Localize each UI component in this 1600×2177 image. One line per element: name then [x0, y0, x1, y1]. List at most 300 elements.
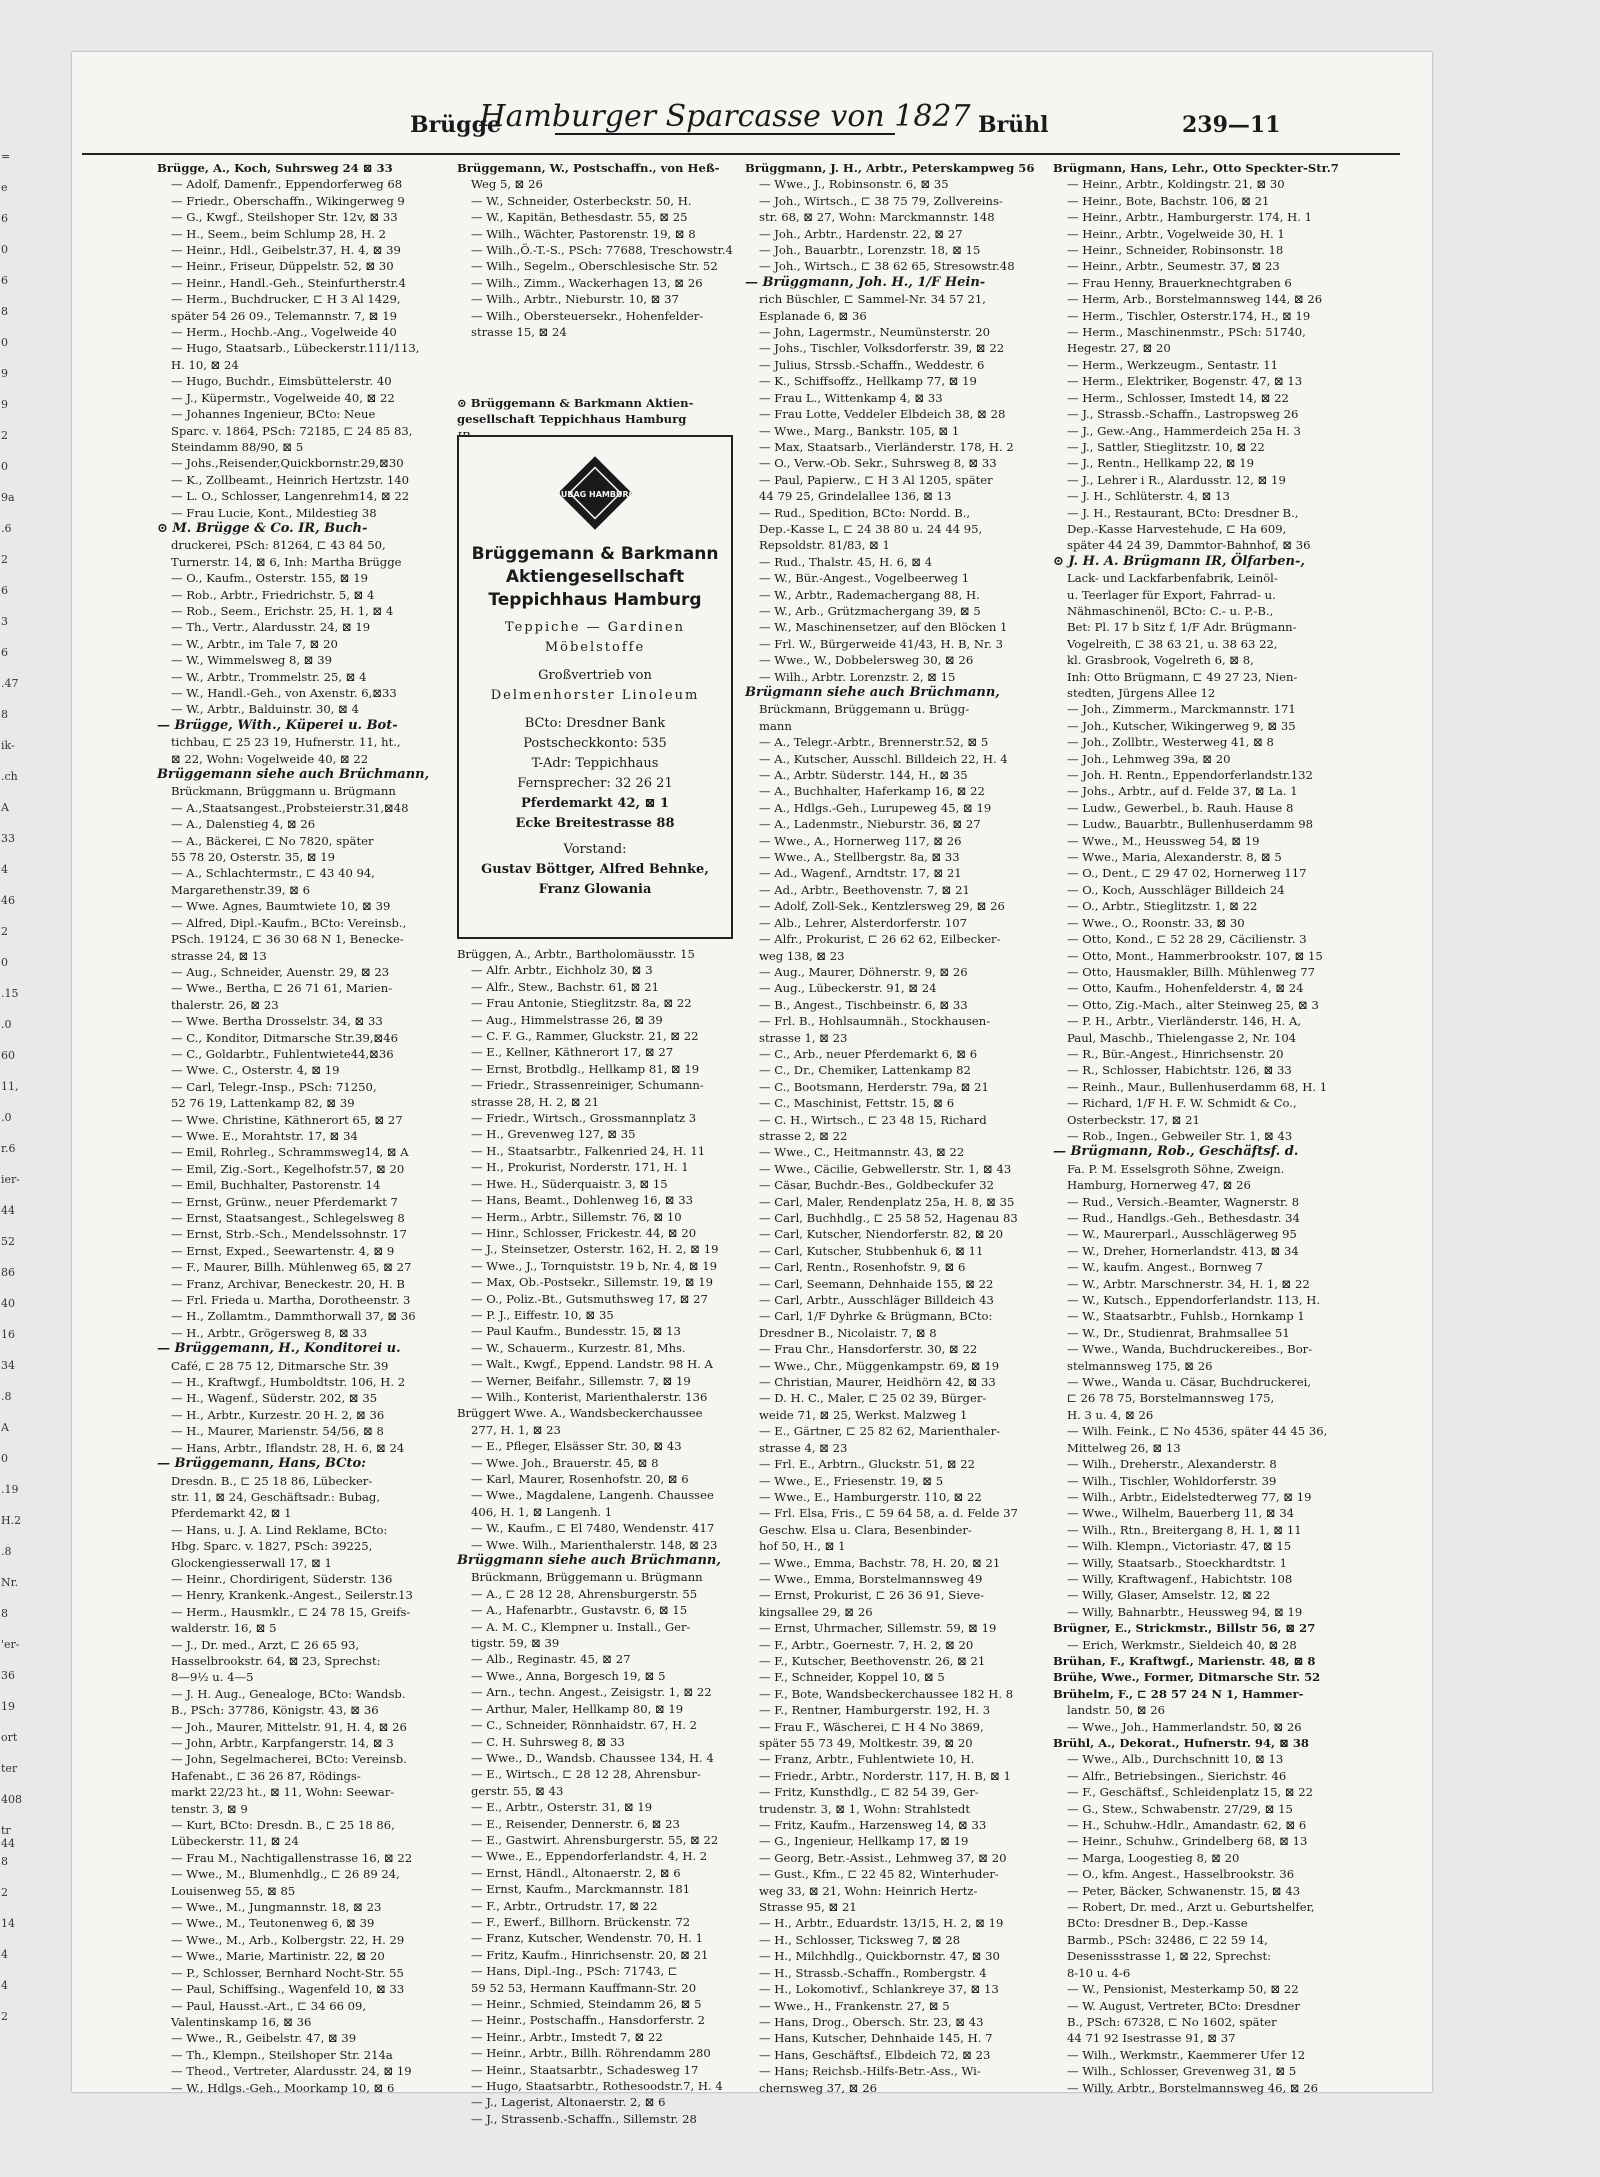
- directory-entry: — F., Schneider, Koppel 10, ⊠ 5: [759, 1670, 945, 1685]
- directory-entry: — Wwe., A., Stellbergstr. 8a, ⊠ 33: [759, 850, 960, 865]
- directory-entry: — Hans, Kutscher, Dehnhaide 145, H. 7: [759, 2031, 993, 2046]
- directory-entry: — Cäsar, Buchdr.-Bes., Goldbeckufer 32: [759, 1178, 994, 1193]
- directory-entry: — Wwe., E., Eppendorferlandstr. 4, H. 2: [471, 1849, 708, 1864]
- directory-entry: Café, ⊏ 28 75 12, Ditmarsche Str. 39: [171, 1358, 389, 1373]
- directory-entry: 8-10 u. 4-6: [1067, 1965, 1131, 1980]
- directory-entry: strasse 1, ⊠ 23: [759, 1030, 848, 1045]
- directory-entry: — Otto, Kaufm., Hohenfelderstr. 4, ⊠ 24: [1067, 981, 1304, 996]
- margin-fragment: .19: [1, 1483, 19, 1496]
- directory-entry: — W., Bür.-Angest., Vogelbeerweg 1: [759, 571, 970, 586]
- directory-entry: stelmannsweg 175, ⊠ 26: [1067, 1358, 1213, 1373]
- directory-entry: Brückmann, Brüggmann u. Brügmann: [171, 784, 396, 799]
- margin-fragment: ter: [1, 1762, 18, 1775]
- directory-entry: — Heinr., Schuhw., Grindelberg 68, ⊠ 13: [1067, 1834, 1308, 1849]
- directory-entry: — A., Hdlgs.-Geh., Lurupeweg 45, ⊠ 19: [759, 800, 992, 815]
- directory-entry: Esplanade 6, ⊠ 36: [759, 308, 867, 323]
- directory-entry: — Ernst, Uhrmacher, Sillemstr. 59, ⊠ 19: [759, 1621, 997, 1636]
- directory-entry: — Emil, Buchhalter, Pastorenstr. 14: [171, 1178, 381, 1193]
- directory-entry: — Wwe., Marg., Bankstr. 105, ⊠ 1: [759, 423, 960, 438]
- directory-entry: — Johs., Arbtr., auf d. Felde 37, ⊠ La. 1: [1067, 784, 1298, 799]
- directory-entry: — Joh., Arbtr., Hardenstr. 22, ⊠ 27: [759, 226, 963, 241]
- directory-entry: — Fritz, Kunsthdlg., ⊏ 82 54 39, Ger-: [759, 1785, 979, 1800]
- directory-entry: — Wilh., Arbtr., Eidelstedterweg 77, ⊠ 19: [1067, 1489, 1312, 1504]
- directory-entry: — W., Arb., Grützmachergang 39, ⊠ 5: [759, 603, 981, 618]
- directory-entry: Hamburg, Hornerweg 47, ⊠ 26: [1067, 1178, 1251, 1193]
- directory-entry: — Frl. Frieda u. Martha, Dorotheenstr. 3: [171, 1293, 411, 1308]
- margin-fragment: 34: [1, 1359, 15, 1372]
- directory-entry: — Wwe., M., Teutonenweg 6, ⊠ 39: [171, 1916, 375, 1931]
- directory-entry: — Wwe., M., Blumenhdlg., ⊏ 26 89 24,: [171, 1867, 400, 1882]
- directory-entry: — Wwe. C., Osterstr. 4, ⊠ 19: [171, 1063, 340, 1078]
- directory-entry: — O., Poliz.-Bt., Gutsmuthsweg 17, ⊠ 27: [471, 1291, 708, 1306]
- directory-entry: Dep.-Kasse Harvestehude, ⊏ Ha 609,: [1067, 521, 1287, 536]
- directory-entry: Hasselbrookstr. 64, ⊠ 23, Sprechst:: [171, 1653, 381, 1668]
- margin-fragment: 6: [1, 212, 8, 225]
- directory-entry: Fa. P. M. Esselsgroth Söhne, Zweign.: [1067, 1161, 1285, 1176]
- directory-entry: — Carl, Arbtr., Ausschläger Billdeich 43: [759, 1293, 994, 1308]
- directory-entry: 52 76 19, Lattenkamp 82, ⊠ 39: [171, 1096, 355, 1111]
- directory-entry: — Franz, Kutscher, Wendenstr. 70, H. 1: [471, 1931, 703, 1946]
- directory-entry: — Alb., Lehrer, Alsterdorferstr. 107: [759, 915, 968, 930]
- directory-entry: thalerstr. 26, ⊠ 23: [171, 997, 279, 1012]
- directory-entry: — C., Bootsmann, Herderstr. 79a, ⊠ 21: [759, 1079, 989, 1094]
- directory-entry: — O., Kaufm., Osterstr. 155, ⊠ 19: [171, 571, 368, 586]
- directory-entry: trudenstr. 3, ⊠ 1, Wohn: Strahlstedt: [759, 1801, 970, 1816]
- directory-entry: Geschw. Elsa u. Clara, Besenbinder-: [759, 1522, 972, 1537]
- directory-entry: strasse 28, H. 2, ⊠ 21: [471, 1094, 600, 1109]
- directory-entry: — Wilh., Zimm., Wackerhagen 13, ⊠ 26: [471, 275, 703, 290]
- directory-entry: — Marga, Loogestieg 8, ⊠ 20: [1067, 1850, 1240, 1865]
- directory-entry: Hbg. Sparc. v. 1827, PSch: 39225,: [171, 1539, 373, 1554]
- directory-entry: — H., Schlosser, Ticksweg 7, ⊠ 28: [759, 1932, 961, 1947]
- directory-entry: Brühe, Wwe., Former, Ditmarsche Str. 52: [1053, 1670, 1321, 1685]
- directory-entry: — J., Strassenb.-Schaffn., Sillemstr. 28: [471, 2111, 697, 2126]
- directory-entry: — Frau Lucie, Kont., Mildestieg 38: [171, 505, 377, 520]
- directory-entry: — Friedr., Oberschaffn., Wikingerweg 9: [171, 193, 405, 208]
- directory-entry: — H., Arbtr., Eduardstr. 13/15, H. 2, ⊠ 19: [759, 1916, 1004, 1931]
- directory-entry: — Willy, Bahnarbtr., Heussweg 94, ⊠ 19: [1067, 1604, 1303, 1619]
- directory-entry: — Wwe., M., Heussweg 54, ⊠ 19: [1067, 833, 1260, 848]
- directory-entry: — J., Strassb.-Schaffn., Lastropsweg 26: [1067, 407, 1299, 422]
- directory-entry: — O., Dent., ⊏ 29 47 02, Hornerweg 117: [1067, 866, 1307, 881]
- directory-entry: Brückmann, Brüggemann u. Brügmann: [471, 1570, 703, 1585]
- directory-entry: — F., Ewerf., Billhorn. Brückenstr. 72: [471, 1914, 691, 1929]
- column-3: [745, 160, 1035, 2096]
- margin-fragment: .47: [1, 677, 19, 690]
- directory-entry: — J., Steinsetzer, Osterstr. 162, H. 2, ⊠ 19: [471, 1242, 719, 1257]
- directory-entry: — Wwe., W., Dobbelersweg 30, ⊠ 26: [759, 653, 974, 668]
- directory-entry: — Rob., Seem., Erichstr. 25, H. 1, ⊠ 4: [171, 603, 394, 618]
- directory-entry: — A., Kutscher, Ausschl. Billdeich 22, H. 4: [759, 751, 1008, 766]
- directory-entry: — O., Arbtr., Stieglitzstr. 1, ⊠ 22: [1067, 899, 1258, 914]
- margin-fragment: 9: [1, 367, 8, 380]
- directory-entry: — K., Zollbeamt., Heinrich Hertzstr. 140: [171, 472, 410, 487]
- directory-entry: — B., Angest., Tischbeinstr. 6, ⊠ 33: [759, 997, 968, 1012]
- directory-entry: — Carl, Seemann, Dehnhaide 155, ⊠ 22: [759, 1276, 994, 1291]
- directory-entry: — Heinr., Schmied, Steindamm 26, ⊠ 5: [471, 1997, 702, 2011]
- directory-entry: — W., Handl.-Geh., von Axenstr. 6,⊠33: [171, 686, 397, 700]
- directory-entry: — Alfr., Stew., Bachstr. 61, ⊠ 21: [471, 979, 659, 994]
- directory-entry: — Rud., Versich.-Beamter, Wagnerstr. 8: [1067, 1194, 1300, 1209]
- directory-entry: walderstr. 16, ⊠ 5: [171, 1621, 277, 1636]
- directory-entry: chernsweg 37, ⊠ 26: [759, 2080, 877, 2095]
- directory-entry: — H., Arbtr., Grögersweg 8, ⊠ 33: [171, 1325, 368, 1340]
- directory-entry: Brügmann, Hans, Lehr., Otto Speckter-Str.7: [1053, 161, 1339, 175]
- directory-entry: — Richard, 1/F H. F. W. Schmidt & Co.,: [1067, 1096, 1297, 1111]
- margin-fragment: 33: [1, 832, 15, 845]
- margin-fragment: 14: [1, 1917, 15, 1930]
- directory-entry: — Heinr., Chordirigent, Süderstr. 136: [171, 1571, 393, 1586]
- directory-entry: — Ernst, Grünw., neuer Pferdemarkt 7: [171, 1194, 398, 1209]
- directory-entry: tichbau, ⊏ 25 23 19, Hufnerstr. 11, ht.,: [171, 735, 401, 750]
- directory-entry: — Wilh., Werkmstr., Kaemmerer Ufer 12: [1067, 2047, 1306, 2062]
- directory-entry: Hafenabt., ⊏ 36 26 87, Rödings-: [171, 1768, 361, 1783]
- ad-bank: BCto: Dresdner Bank: [524, 716, 666, 731]
- bubag-advertisement: [457, 435, 733, 939]
- directory-entry: — Brüggemann, H., Konditorei u.: [157, 1341, 401, 1357]
- margin-fragment: 60: [1, 1049, 15, 1062]
- directory-entry: — W., Maurerparl., Ausschlägerweg 95: [1067, 1227, 1297, 1242]
- directory-entry: — C. F. G., Rammer, Gluckstr. 21, ⊠ 22: [471, 1029, 699, 1044]
- directory-entry: — Reinh., Maur., Bullenhuserdamm 68, H. 1: [1067, 1079, 1328, 1094]
- directory-entry: — H., Grevenweg 127, ⊠ 35: [471, 1127, 636, 1142]
- margin-fragment: 'er-: [1, 1638, 20, 1651]
- directory-entry: — Carl, Maler, Rendenplatz 25a, H. 8, ⊠ 35: [759, 1194, 1015, 1209]
- directory-entry: — Wwe., M., Arb., Kolbergstr. 22, H. 29: [171, 1932, 405, 1947]
- directory-entry: — H., Zollamtm., Dammthorwall 37, ⊠ 36: [171, 1309, 416, 1324]
- directory-entry: druckerei, PSch: 81264, ⊏ 43 84 50,: [171, 538, 386, 553]
- directory-entry: Steindamm 88/90, ⊠ 5: [171, 439, 304, 454]
- header-left-keyword: Brügge: [410, 112, 501, 138]
- directory-entry: — Wwe., Marie, Martinistr. 22, ⊠ 20: [171, 1949, 385, 1964]
- directory-entry: — A., Telegr.-Arbtr., Brennerstr.52, ⊠ 5: [759, 735, 989, 750]
- directory-entry: PSch. 19124, ⊏ 36 30 68 N 1, Benecke-: [171, 932, 404, 947]
- ad-address-2: Ecke Breitestrasse 88: [515, 816, 675, 831]
- directory-entry: — W., Maschinensetzer, auf den Blöcken 1: [759, 620, 1008, 635]
- margin-fragment: 6: [1, 274, 8, 287]
- directory-entry: — J., Lehrer i R., Alardusstr. 12, ⊠ 19: [1067, 472, 1286, 487]
- directory-entry: — Heinr., Staatsarbtr., Schadesweg 17: [471, 2062, 699, 2077]
- directory-entry: — Herm., Werkzeugm., Sentastr. 11: [1067, 357, 1278, 372]
- margin-fragment: 9a: [1, 491, 15, 504]
- margin-fragment: .8: [1, 1390, 12, 1403]
- directory-entry: — L. O., Schlosser, Langenrehm14, ⊠ 22: [171, 489, 410, 504]
- directory-entry: — O., Verw.-Ob. Sekr., Suhrsweg 8, ⊠ 33: [759, 456, 997, 471]
- directory-entry: — A., Ladenmstr., Nieburstr. 36, ⊠ 27: [759, 817, 981, 832]
- directory-entry: — Rob., Ingen., Gebweiler Str. 1, ⊠ 43: [1067, 1128, 1293, 1143]
- directory-entry: — Max, Ob.-Postsekr., Sillemstr. 19, ⊠ 19: [471, 1275, 714, 1290]
- directory-entry: — Frau L., Wittenkamp 4, ⊠ 33: [759, 390, 943, 405]
- directory-entry: — Joh., Wirtsch., ⊏ 38 75 79, Zollvereins-: [759, 193, 1003, 208]
- directory-entry: — A., Buchhalter, Haferkamp 16, ⊠ 22: [759, 784, 985, 799]
- directory-entry: — Otto, Kond., ⊏ 52 28 29, Cäcilienstr. 3: [1067, 932, 1307, 947]
- directory-entry: Paul, Maschb., Thielengasse 2, Nr. 104: [1067, 1030, 1297, 1045]
- margin-fragment: 36: [1, 1669, 15, 1682]
- directory-entry: — W., Dr., Studienrat, Brahmsallee 51: [1067, 1325, 1290, 1340]
- directory-entry: — Wwe., M., Jungmannstr. 18, ⊠ 23: [171, 1900, 382, 1915]
- ad-board-label: Vorstand:: [563, 842, 627, 857]
- directory-entry: — Ernst, Prokurist, ⊏ 26 36 91, Sieve-: [759, 1588, 985, 1603]
- directory-entry: — Hugo, Buchdr., Eimsbüttelerstr. 40: [171, 374, 392, 389]
- directory-entry: Osterbeckstr. 17, ⊠ 21: [1067, 1112, 1200, 1127]
- directory-entry: Vogelreith, ⊏ 38 63 21, u. 38 63 22,: [1067, 636, 1278, 651]
- directory-entry: — C., Schneider, Rönnhaidstr. 67, H. 2: [471, 1718, 698, 1733]
- directory-entry: — John, Lagermstr., Neumünsterstr. 20: [759, 325, 990, 340]
- directory-entry: — W., Schneider, Osterbeckstr. 50, H.: [471, 193, 692, 208]
- margin-fragment: 2: [1, 1886, 8, 1899]
- directory-entry: gerstr. 55, ⊠ 43: [471, 1783, 564, 1798]
- directory-entry: — Ludw., Gewerbel., b. Rauh. Hause 8: [1067, 800, 1294, 815]
- margin-fragment: 19: [1, 1700, 15, 1713]
- margin-fragment: r.6: [1, 1142, 16, 1155]
- directory-entry: — F., Kutscher, Beethovenstr. 26, ⊠ 21: [759, 1653, 986, 1668]
- directory-entry: — O., kfm. Angest., Hasselbrookstr. 36: [1067, 1867, 1295, 1882]
- directory-entry: — Joh., Lehmweg 39a, ⊠ 20: [1067, 751, 1231, 766]
- directory-entry: — J. H., Schlüterstr. 4, ⊠ 13: [1067, 489, 1230, 504]
- directory-entry: landstr. 50, ⊠ 26: [1067, 1703, 1166, 1718]
- directory-entry: — W., Dreher, Hornerlandstr. 413, ⊠ 34: [1067, 1243, 1299, 1258]
- directory-entry: u. Teerlager für Export, Fahrrad- u.: [1067, 587, 1276, 602]
- margin-fragment: .0: [1, 1018, 12, 1031]
- margin-fragment: 2: [1, 2010, 8, 2023]
- directory-entry: — W., Pensionist, Mesterkamp 50, ⊠ 22: [1067, 1982, 1299, 1997]
- directory-entry: Brüggen, A., Arbtr., Bartholomäusstr. 15: [457, 947, 695, 961]
- directory-entry: — Walt., Kwgf., Eppend. Landstr. 98 H. A: [471, 1357, 713, 1372]
- directory-entry: — Joh., Bauarbtr., Lorenzstr. 18, ⊠ 15: [759, 243, 981, 258]
- directory-entry: — Wilh., Arbtr. Lorenzstr. 2, ⊠ 15: [759, 669, 956, 684]
- directory-entry: — Wilh., Konterist, Marienthalerstr. 136: [471, 1389, 708, 1404]
- directory-entry: tigstr. 59, ⊠ 39: [471, 1636, 560, 1651]
- directory-entry: — Willy, Kraftwagenf., Habichtstr. 108: [1067, 1571, 1293, 1586]
- margin-fragment: 0: [1, 243, 8, 256]
- directory-entry: — Wwe., Joh., Hammerlandstr. 50, ⊠ 26: [1067, 1719, 1302, 1734]
- directory-entry: — Johs.,Reisender,Quickbornstr.29,⊠30: [171, 456, 404, 471]
- directory-entry: — E., Arbtr., Osterstr. 31, ⊠ 19: [471, 1800, 653, 1815]
- directory-entry: 406, H. 1, ⊠ Langenh. 1: [471, 1504, 613, 1519]
- directory-entry: — Wwe., H., Frankenstr. 27, ⊠ 5: [759, 1998, 950, 2013]
- directory-entry: — Wwe., Cäcilie, Gebwellerstr. Str. 1, ⊠ 43: [759, 1161, 1012, 1176]
- directory-entry: — Hans, Arbtr., Iflandstr. 28, H. 6, ⊠ 24: [171, 1440, 405, 1455]
- directory-entry: — Wwe., E., Friesenstr. 19, ⊠ 5: [759, 1473, 944, 1488]
- margin-fragment: 8: [1, 1855, 8, 1868]
- directory-entry: — F., Maurer, Billh. Mühlenweg 65, ⊠ 27: [171, 1260, 412, 1275]
- directory-entry: — Hans, Beamt., Dohlenweg 16, ⊠ 33: [471, 1193, 694, 1208]
- directory-entry: — E., Pfleger, Elsässer Str. 30, ⊠ 43: [471, 1439, 682, 1454]
- directory-entry: Brüggert Wwe. A., Wandsbeckerchaussee: [457, 1406, 703, 1421]
- directory-entry: ⊠ 22, Wohn: Vogelweide 40, ⊠ 22: [171, 751, 369, 766]
- directory-entry: — Wwe. Bertha Drosselstr. 34, ⊠ 33: [171, 1014, 383, 1029]
- directory-entry: 44 71 92 Isestrasse 91, ⊠ 37: [1067, 2031, 1236, 2046]
- directory-entry: — Hugo, Staatsarb., Lübeckerstr.111/113,: [171, 341, 420, 356]
- directory-entry: — Franz, Arbtr., Fuhlentwiete 10, H.: [759, 1752, 975, 1767]
- directory-entry: — Wwe. Joh., Brauerstr. 45, ⊠ 8: [471, 1455, 659, 1470]
- directory-entry: — J. H., Restaurant, BCto: Dresdner B.,: [1067, 505, 1299, 520]
- directory-entry: — Ernst, Staatsangest., Schlegelsweg 8: [171, 1211, 405, 1225]
- margin-fragment: 0: [1, 956, 8, 969]
- directory-entry: strasse 4, ⊠ 23: [759, 1440, 848, 1455]
- directory-entry: — Heinr., Bote, Bachstr. 106, ⊠ 21: [1067, 193, 1270, 208]
- margin-fragment: 40: [1, 1297, 15, 1310]
- ad-company-name-1: Brüggemann & Barkmann: [471, 544, 719, 564]
- directory-entry: — P. H., Arbtr., Vierländerstr. 146, H. A,: [1067, 1014, 1302, 1029]
- ad-telegram: T-Adr: Teppichhaus: [531, 756, 659, 771]
- directory-entry: 277, H. 1, ⊠ 23: [471, 1422, 561, 1437]
- directory-entry: — Wwe., C., Heitmannstr. 43, ⊠ 22: [759, 1145, 965, 1160]
- margin-fragment: 2: [1, 925, 8, 938]
- directory-entry: kl. Grasbrook, Vogelreth 6, ⊠ 8,: [1067, 653, 1254, 668]
- directory-entry: Hegestr. 27, ⊠ 20: [1067, 341, 1171, 356]
- directory-entry: — Gust., Kfm., ⊏ 22 45 82, Winterhuder-: [759, 1867, 999, 1882]
- directory-entry: Brühan, F., Kraftwgf., Marienstr. 48, ⊠ 8: [1053, 1653, 1316, 1668]
- directory-entry: später 44 24 39, Dammtor-Bahnhof, ⊠ 36: [1067, 538, 1311, 553]
- directory-entry: Brüggemann, W., Postschaffn., von Heß-: [457, 161, 720, 175]
- directory-entry: Brügner, E., Strickmstr., Billstr 56, ⊠ 27: [1053, 1621, 1316, 1636]
- directory-entry: — H., Lokomotivf., Schlankreye 37, ⊠ 13: [759, 1982, 999, 1997]
- directory-entry: — Ernst, Exped., Seewartenstr. 4, ⊠ 9: [171, 1243, 395, 1258]
- directory-entry: weg 138, ⊠ 23: [759, 948, 845, 963]
- adjacent-page-margin: [0, 0, 22, 2177]
- directory-entry: — R., Bür.-Angest., Hinrichsenstr. 20: [1067, 1046, 1284, 1061]
- directory-entry: — H., Schuhw.-Hdlr., Amandastr. 62, ⊠ 6: [1067, 1818, 1307, 1833]
- directory-entry: — Wwe., Chr., Müggenkampstr. 69, ⊠ 19: [759, 1358, 1000, 1373]
- directory-entry: 59 52 53, Hermann Kauffmann-Str. 20: [471, 1980, 697, 1995]
- header-rule: [82, 153, 1400, 155]
- directory-entry: — Herm., Buchdrucker, ⊏ H 3 Al 1429,: [171, 292, 401, 307]
- directory-entry: — H., Strassb.-Schaffn., Rombergstr. 4: [759, 1965, 987, 1980]
- directory-entry: — Alfr., Prokurist, ⊏ 26 62 62, Eilbecker-: [759, 932, 1001, 947]
- margin-fragment: 8: [1, 305, 8, 318]
- directory-entry: — Herm., Maschinenmstr., PSch: 51740,: [1067, 325, 1306, 340]
- directory-entry: — W., Wimmelsweg 8, ⊠ 39: [171, 653, 332, 668]
- column-4: [1053, 160, 1343, 2096]
- directory-entry: tenstr. 3, ⊠ 9: [171, 1801, 248, 1816]
- directory-entry: — C., Goldarbtr., Fuhlentwiete44,⊠36: [171, 1046, 394, 1061]
- directory-entry: — John, Arbtr., Karpfangerstr. 14, ⊠ 3: [171, 1736, 394, 1750]
- directory-entry: Dep.-Kasse L, ⊏ 24 38 80 u. 24 44 95,: [759, 521, 983, 536]
- ad-wholesale-1: Großvertrieb von: [538, 668, 652, 683]
- directory-entry: — Rob., Arbtr., Friedrichstr. 5, ⊠ 4: [171, 587, 375, 602]
- directory-entry: — W., Arbtr., Balduinstr. 30, ⊠ 4: [171, 702, 359, 717]
- directory-entry: — Carl, Telegr.-Insp., PSch: 71250,: [171, 1079, 377, 1094]
- directory-entry: — Ernst, Händl., Altonaerstr. 2, ⊠ 6: [471, 1865, 681, 1880]
- directory-entry: — Herm, Arb., Borstelmannsweg 144, ⊠ 26: [1067, 292, 1323, 307]
- directory-entry: — Otto, Mont., Hammerbrookstr. 107, ⊠ 15: [1067, 948, 1323, 963]
- directory-entry: — Ernst, Brotbdlg., Hellkamp 81, ⊠ 19: [471, 1061, 700, 1076]
- directory-entry: — A., ⊏ 28 12 28, Ahrensburgerstr. 55: [471, 1586, 698, 1601]
- directory-entry: — Heinr., Handl.-Geh., Steinfurtherstr.4: [171, 275, 407, 290]
- directory-entry: — Frl. W., Bürgerweide 41/43, H. B, Nr. 3: [759, 636, 1004, 651]
- margin-fragment: A: [1, 801, 9, 814]
- directory-entry: Turnerstr. 14, ⊠ 6, Inh: Martha Brügge: [171, 554, 402, 569]
- margin-fragment: 4: [1, 1948, 8, 1961]
- directory-entry: — J. H. Aug., Genealoge, BCto: Wandsb.: [171, 1686, 406, 1701]
- sparcasse-banner-logo: [479, 86, 971, 146]
- directory-entry: — Joh., Zollbtr., Westerweg 41, ⊠ 8: [1067, 735, 1274, 750]
- directory-entry: — Otto, Zig.-Mach., alter Steinweg 25, ⊠ 3: [1067, 997, 1319, 1012]
- directory-entry: — W. August, Vertreter, BCto: Dresdner: [1067, 1998, 1300, 2013]
- margin-fragment: 2: [1, 429, 8, 442]
- margin-fragment: 408: [1, 1793, 22, 1806]
- directory-entry: — Willy, Arbtr., Borstelmannsweg 46, ⊠ 26: [1067, 2080, 1318, 2095]
- directory-entry: — Herm., Hausmklr., ⊏ 24 78 15, Greifs-: [171, 1604, 411, 1619]
- directory-entry: — Franz, Archivar, Beneckestr. 20, H. B: [171, 1276, 405, 1291]
- directory-entry: — H., Kraftwgf., Humboldtstr. 106, H. 2: [171, 1375, 406, 1390]
- directory-entry: — Frau F., Wäscherei, ⊏ H 4 No 3869,: [759, 1719, 984, 1734]
- directory-entry: strasse 15, ⊠ 24: [471, 325, 567, 340]
- directory-entry: Strasse 95, ⊠ 21: [759, 1900, 857, 1915]
- directory-entry: — John, Segelmacherei, BCto: Vereinsb.: [171, 1752, 407, 1767]
- directory-entry: — Frau M., Nachtigallenstrasse 16, ⊠ 22: [171, 1850, 413, 1865]
- directory-entry: — Ad., Arbtr., Beethovenstr. 7, ⊠ 21: [759, 882, 970, 897]
- margin-fragment: 6: [1, 584, 8, 597]
- margin-fragment: 52: [1, 1235, 15, 1248]
- directory-entry: Brüggemann siehe auch Brüchmann,: [157, 767, 430, 783]
- margin-fragment: 8: [1, 1607, 8, 1620]
- directory-entry: mann: [759, 718, 792, 733]
- directory-entry: — Joh. H. Rentn., Eppendorferlandstr.132: [1067, 768, 1313, 783]
- margin-fragment: Nr.: [1, 1576, 19, 1589]
- ad-address-1: Pferdemarkt 42, ⊠ 1: [520, 796, 670, 811]
- margin-fragment: 46: [1, 894, 15, 907]
- ad-phone: Fernsprecher: 32 26 21: [517, 776, 673, 791]
- directory-entry: — Alfr., Betriebsingen., Sierichstr. 46: [1067, 1768, 1287, 1783]
- directory-entry: — Carl, Kutscher, Stubbenhuk 6, ⊠ 11: [759, 1243, 984, 1258]
- directory-entry: — Karl, Maurer, Rosenhofstr. 20, ⊠ 6: [471, 1472, 689, 1486]
- directory-entry: Inh: Otto Brügmann, ⊏ 49 27 23, Nien-: [1067, 669, 1298, 684]
- directory-entry: — Wilh., Dreherstr., Alexanderstr. 8: [1067, 1457, 1277, 1472]
- directory-entry: — Wilh., Wächter, Pastorenstr. 19, ⊠ 8: [471, 226, 696, 241]
- directory-entry: Valentinskamp 16, ⊠ 36: [171, 2014, 312, 2029]
- directory-entry: hof 50, H., ⊠ 1: [759, 1539, 846, 1554]
- directory-entry: Dresdner B., Nicolaistr. 7, ⊠ 8: [759, 1325, 937, 1340]
- directory-entry: Mittelweg 26, ⊠ 13: [1067, 1440, 1181, 1455]
- margin-fragment: 0: [1, 336, 8, 349]
- notice-line: ⊙ Brüggemann & Barkmann Aktien-: [457, 396, 694, 410]
- directory-entry: — J., Küpermstr., Vogelweide 40, ⊠ 22: [171, 390, 395, 405]
- directory-entry: — A., Hafenarbtr., Gustavstr. 6, ⊠ 15: [471, 1603, 688, 1618]
- ad-postcheck: Postscheckkonto: 535: [523, 736, 667, 751]
- margin-fragment: 4: [1, 1979, 8, 1992]
- directory-entry: — Frl. B., Hohlsaumnäh., Stockhausen-: [759, 1014, 991, 1029]
- directory-entry: — Heinr., Schneider, Robinsonstr. 18: [1067, 243, 1284, 258]
- directory-entry: — Wilh., Arbtr., Nieburstr. 10, ⊠ 37: [471, 292, 679, 307]
- directory-entry: — Rud., Handlgs.-Geh., Bethesdastr. 34: [1067, 1211, 1300, 1225]
- directory-entry: — Fritz, Kaufm., Harzensweg 14, ⊠ 33: [759, 1818, 987, 1833]
- directory-entry: — Joh., Wirtsch., ⊏ 38 62 65, Stresowstr.48: [759, 259, 1015, 274]
- directory-entry: — H., Prokurist, Norderstr. 171, H. 1: [471, 1160, 689, 1175]
- ad-board-1: Gustav Böttger, Alfred Behnke,: [481, 862, 709, 877]
- directory-entry: — E., Reisender, Dennerstr. 6, ⊠ 23: [471, 1816, 680, 1831]
- margin-fragment: ort: [1, 1731, 18, 1744]
- directory-entry: H. 10, ⊠ 24: [171, 357, 239, 372]
- directory-entry: — E., Kellner, Käthnerort 17, ⊠ 27: [471, 1045, 674, 1060]
- ad-board-2: Franz Glowania: [538, 882, 652, 897]
- directory-entry: weg 33, ⊠ 21, Wohn: Heinrich Hertz-: [759, 1883, 978, 1898]
- directory-entry: — W., Hdlgs.-Geh., Moorkamp 10, ⊠ 6: [171, 2080, 395, 2095]
- directory-entry: — Wilh., Rtn., Breitergang 8, H. 1, ⊠ 11: [1067, 1522, 1302, 1537]
- margin-fragment: .8: [1, 1545, 12, 1558]
- directory-entry: — A., Dalenstieg 4, ⊠ 26: [171, 817, 316, 832]
- directory-entry: — P., Schlosser, Bernhard Nocht-Str. 55: [171, 1965, 404, 1980]
- margin-fragment: tr 44: [1, 1824, 15, 1850]
- directory-entry: — Wwe., Maria, Alexanderstr. 8, ⊠ 5: [1067, 850, 1282, 865]
- directory-entry: — Frl. E., Arbtrn., Gluckstr. 51, ⊠ 22: [759, 1457, 976, 1472]
- directory-entry: strasse 24, ⊠ 13: [171, 948, 267, 963]
- directory-entry: — Wilh. Klempn., Victoriastr. 47, ⊠ 15: [1067, 1539, 1292, 1554]
- directory-entry: Barmb., PSch: 32486, ⊏ 22 59 14,: [1067, 1932, 1268, 1947]
- directory-entry: — A., Bäckerei, ⊏ No 7820, später: [171, 833, 374, 848]
- directory-entry: — Friedr., Strassenreiniger, Schumann-: [471, 1078, 704, 1093]
